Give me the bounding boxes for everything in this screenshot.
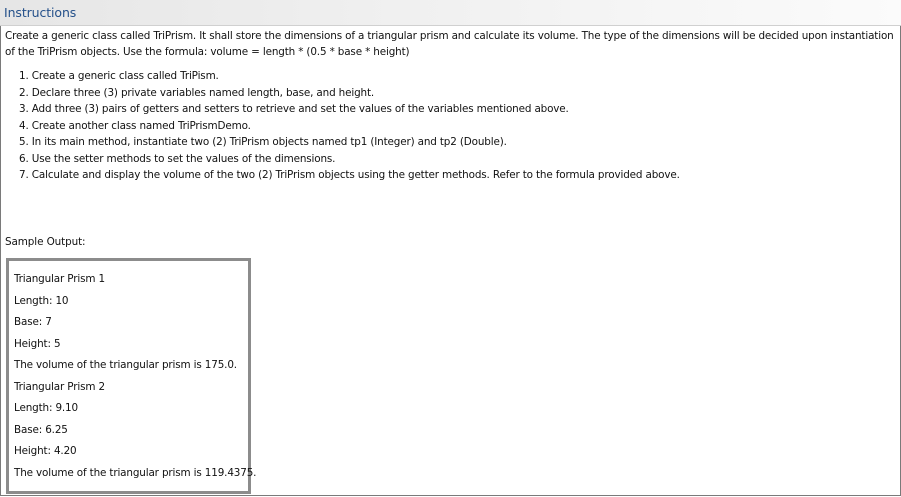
output-line: The volume of the triangular prism is 175.0.: [14, 359, 237, 371]
sample-output-box: [6, 258, 257, 494]
output-line: Height: 5: [14, 337, 61, 350]
panel-title: Instructions: [4, 5, 77, 20]
step-item: 4. Create another class named TriPrismDemo.: [19, 119, 251, 132]
panel-header: [0, 0, 901, 26]
step-item: 2. Declare three (3) private variables named length, base, and height.: [19, 86, 375, 99]
sample-output-lines: [14, 269, 256, 484]
output-line: Triangular Prism 2: [14, 380, 105, 393]
output-line: Base: 6.25: [14, 423, 68, 436]
step-item: 7. Calculate and display the volume of the two (2) TriPrism objects using the getter methods. Refer to the formula provided above.: [19, 169, 680, 181]
step-item: 1. Create a generic class called TriPism.: [19, 70, 219, 82]
sample-output-label: Sample Output:: [5, 236, 86, 248]
output-line: Triangular Prism 1: [14, 273, 105, 285]
intro-paragraph: Create a generic class called TriPrism. It shall store the dimensions of a triangular prism and calculate its volume. The type of the dimensions will be decided upon instantiation of the TriPrism objects. Use the formula: volume = length * (0.5 * base * height): [5, 30, 894, 58]
step-item: 6. Use the setter methods to set the values of the dimensions.: [19, 152, 336, 165]
output-line: Length: 10: [14, 294, 69, 307]
output-line: Length: 9.10: [14, 402, 78, 414]
step-item: 3. Add three (3) pairs of getters and setters to retrieve and set the values of the variables mentioned above.: [19, 103, 569, 115]
output-line: The volume of the triangular prism is 119.4375.: [14, 466, 257, 479]
output-line: Base: 7: [14, 316, 52, 328]
steps-list: [19, 68, 680, 184]
output-line: Height: 4.20: [14, 445, 77, 457]
step-item: 5. In its main method, instantiate two (2) TriPrism objects named tp1 (Integer) and tp2 (Double).: [19, 136, 507, 148]
